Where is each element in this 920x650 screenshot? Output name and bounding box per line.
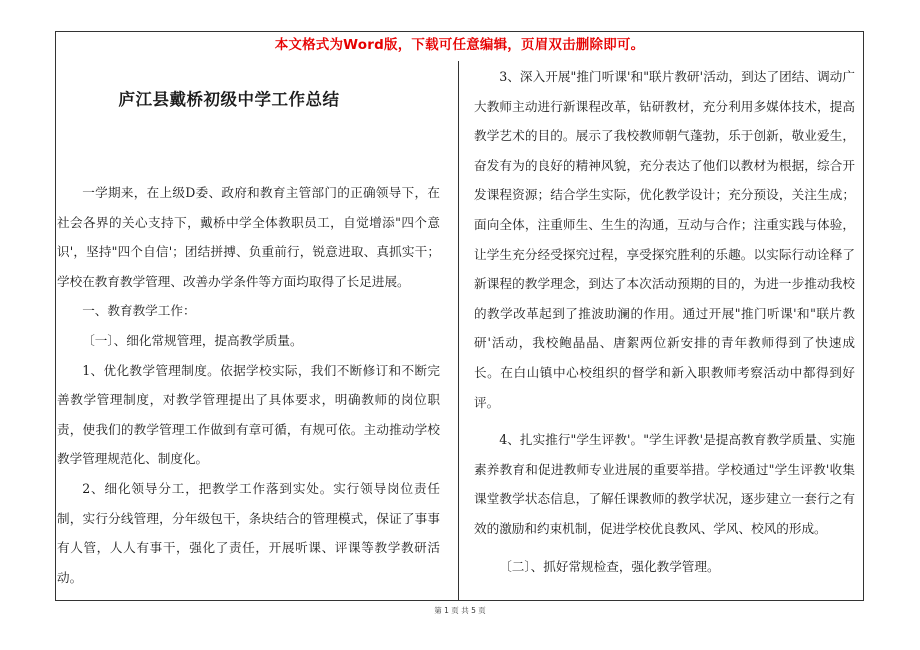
intro-paragraph: 一学期来，在上级D委、政府和教育主管部门的正确领导下，在社会各界的关心支持下，戴桥中学全体教职员工，自觉增添"四个意识'，坚持"四个自信'；团结拼搏、负重前行，锐意进取、真抓实干；学校在教育教学管理、改善办学条件等方面均取得了长足进展。 — [57, 185, 440, 289]
subsection-heading: 〔一〕、细化常规管理，提高教学质量。 — [82, 332, 303, 348]
body-paragraph: 3、深入开展"推门听课'和"联片教研'活动，到达了团结、调动广大教师主动进行新课程改革，钻研教材，充分利用多媒体技术，提高教学艺术的目的。展示了我校教师朝气蓬勃，乐于创新，敬业爱生，奋发有为的良好的精神风貌，充分表达了他们以教材为根据，综合开发课程资源；结合学生实际，优化教学设计；充分预设，关注生成；面向全体，注重师生、生生的沟通，互动与合作；注重实践与体验，让学生充分经受探究过程，享受探究胜利的乐趣。以实际行动诠释了新课程的教学理念，到达了本次活动预期的目的，为进一步推动我校的教学改革起到了推波助澜的作用。通过开展"推门听课'和"联片教研'活动，我校鲍晶晶、唐絮两位新安排的青年教师得到了快速成长。在白山镇中心校组织的督学和新入职教师考察活动中都得到好评。 — [474, 69, 855, 410]
left-column — [57, 178, 440, 592]
column-divider — [458, 61, 459, 601]
body-paragraph: 1、优化教学管理制度。依据学校实际，我们不断修订和不断完善教学管理制度，对教学管理提出了具体要求，明确教师的岗位职责，使我们的教学管理工作做到有章可循，有规可依。主动推动学校教学管理规范化、制度化。 — [57, 362, 440, 467]
subsection-heading: 〔二〕、抓好常规检查，强化教学管理。 — [499, 558, 720, 574]
page-number: 第 1 页 共 5 页 — [434, 606, 486, 615]
body-paragraph: 2、细化领导分工，把教学工作落到实处。实行领导岗位责任制，实行分线管理，分年级包干，条块结合的管理模式，保证了事事有人管，人人有事干，强化了责任，开展听课、评课等教学教研活动。 — [57, 480, 440, 585]
body-paragraph: 4、扎实推行"学生评教'。"学生评教'是提高教育教学质量、实施素养教育和促进教师专业进展的重要举措。学校通过"学生评教'收集课堂教学状态信息，了解任课教师的教学状况，逐步建立一套行之有效的激励和约束机制，促进学校优良教风、学风、校风的形成。 — [474, 432, 855, 536]
document-title: 庐江县戴桥初级中学工作总结 — [118, 90, 340, 109]
right-column — [474, 62, 855, 581]
section-heading: 一、教育教学工作： — [82, 303, 196, 319]
header-banner: 本文格式为Word版，下载可任意编辑，页眉双击删除即可。 — [274, 37, 645, 53]
